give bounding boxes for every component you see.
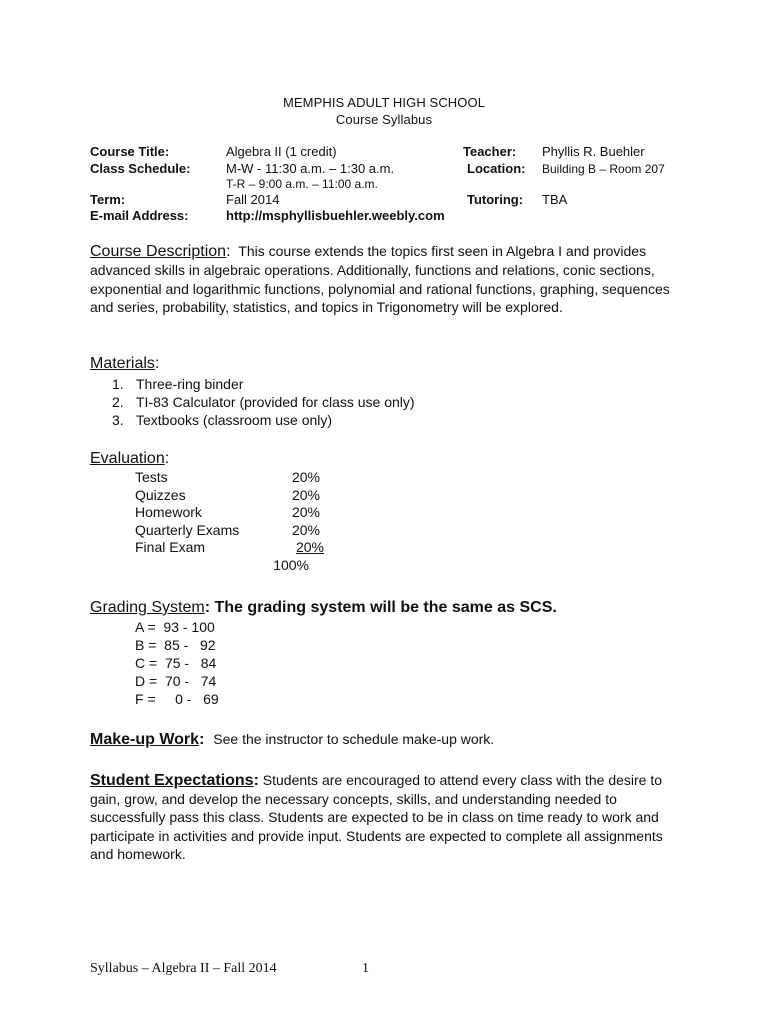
grade-row: C = 75 - 84: [135, 655, 217, 671]
evaluation-label: Quarterly Exams: [135, 521, 240, 538]
list-item-text: Three-ring binder: [136, 376, 244, 392]
evaluation-percent: 20%: [291, 486, 320, 503]
expectations-heading: Student Expectations: [90, 772, 254, 789]
list-item-number: 1.: [112, 376, 124, 392]
grade-row: F = 0 - 69: [135, 691, 219, 707]
teacher-label: Teacher:: [463, 144, 517, 159]
makeup-heading: Make-up Work: [90, 731, 200, 748]
evaluation-percent: 20%: [291, 504, 320, 521]
teacher-value: Phyllis R. Buehler: [542, 144, 645, 159]
term-value: Fall 2014: [226, 192, 280, 207]
course-description: [90, 242, 680, 316]
makeup-section: [90, 731, 494, 749]
evaluation-total: 100%: [273, 556, 309, 573]
evaluation-percent: 20%: [291, 469, 320, 485]
course-title-value: Algebra II (1 credit): [226, 144, 337, 159]
evaluation-total-row: [135, 557, 325, 575]
grading-heading: Grading System: [90, 599, 205, 616]
list-item-text: Textbooks (classroom use only): [136, 412, 333, 428]
list-item-text: TI-83 Calculator (provided for class use only): [136, 394, 415, 410]
page-number: 1: [362, 961, 369, 976]
grade-row: D = 70 - 74: [135, 673, 217, 689]
materials-section-heading: [90, 355, 159, 373]
evaluation-label: Tests: [135, 469, 168, 485]
evaluation-heading: Evaluation: [90, 450, 165, 467]
course-title-label: Course Title:: [90, 144, 170, 159]
location-label: Location:: [467, 161, 526, 176]
grade-row: A = 93 - 100: [135, 619, 215, 635]
evaluation-row: [135, 469, 325, 487]
list-item-number: 2.: [112, 394, 124, 410]
list-item-number: 3.: [112, 412, 124, 428]
evaluation-colon: :: [164, 450, 170, 467]
makeup-text: See the instructor to schedule make-up work.: [213, 731, 495, 747]
term-label: Term:: [90, 192, 126, 207]
materials-colon: :: [154, 355, 160, 372]
evaluation-percent: 20%: [291, 521, 320, 538]
document-title: Course Syllabus: [335, 112, 433, 127]
grading-section-heading: [90, 599, 557, 617]
course-description-colon: :: [226, 243, 231, 260]
evaluation-label: Final Exam: [135, 539, 206, 556]
expectations-text: Students are encouraged to attend every class with the desire to gain, grow, and develop the necessary concepts, skills, and understanding needed to successfully pass this class. Students are expected to be in class on time ready to work and participate in activities and provide input. Students are expected to complete all assignments and homework.: [90, 772, 663, 862]
schedule-value-tr: T-R – 9:00 a.m. – 11:00 a.m.: [226, 177, 378, 191]
footer-label: Syllabus – Algebra II – Fall 2014: [90, 961, 277, 976]
evaluation-row: [135, 539, 325, 557]
schedule-value-mw: M-W - 11:30 a.m. – 1:30 a.m.: [226, 161, 395, 176]
grading-statement: : The grading system will be the same as SCS.: [204, 599, 557, 616]
evaluation-label: Homework: [135, 504, 202, 521]
materials-list: [112, 375, 415, 429]
evaluation-row: [135, 504, 325, 522]
evaluation-percent: 20%: [295, 539, 324, 556]
grading-scale: [135, 618, 219, 708]
grade-row: B = 85 - 92: [135, 637, 216, 653]
course-description-text: This course extends the topics first seen in Algebra I and provides advanced skills in algebraic operations. Additionally, functions and relations, conic sections, exponential and logarithmic functions, polynomial and rational functions, graphing, sequences and series, probability, statistics, and topics in Trigonometry will be explored.: [90, 243, 670, 315]
makeup-colon: :: [199, 731, 205, 748]
evaluation-row: [135, 522, 325, 540]
list-item: [112, 375, 415, 393]
email-label: E-mail Address:: [90, 208, 189, 223]
evaluation-label: Quizzes: [135, 486, 186, 503]
list-item: [112, 411, 415, 429]
course-description-heading: Course Description: [90, 243, 227, 260]
schedule-label: Class Schedule:: [90, 161, 191, 176]
tutoring-label: Tutoring:: [467, 192, 524, 207]
email-link[interactable]: http://msphyllisbuehler.weebly.com: [226, 208, 445, 223]
expectations-colon: :: [253, 772, 259, 789]
location-value: Building B – Room 207: [542, 162, 665, 176]
list-item: [112, 393, 415, 411]
school-name: MEMPHIS ADULT HIGH SCHOOL: [282, 95, 486, 110]
materials-heading: Materials: [90, 355, 155, 372]
evaluation-section-heading: [90, 450, 169, 468]
student-expectations: [90, 771, 680, 863]
tutoring-value: TBA: [542, 192, 568, 207]
evaluation-row: [135, 487, 325, 505]
evaluation-table: [135, 469, 325, 575]
